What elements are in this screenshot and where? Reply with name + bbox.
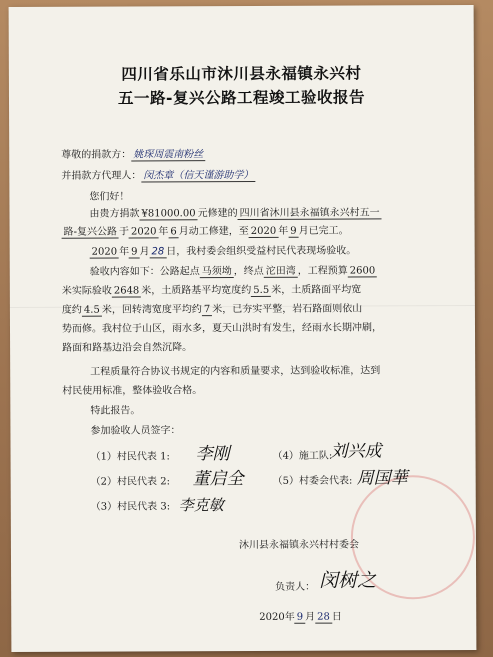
actual-length: 2648 bbox=[112, 285, 142, 297]
text: ，终点 bbox=[233, 265, 264, 278]
donor-name: 姚琛周震南粉丝 bbox=[131, 149, 205, 161]
text: 日 bbox=[331, 611, 342, 623]
donor-label: 尊敬的捐款方： bbox=[61, 149, 132, 161]
para1-line2 bbox=[62, 222, 349, 238]
text: 日，我村委会组织受益村民代表现场验收。 bbox=[166, 245, 357, 258]
date-month: 9 bbox=[295, 612, 305, 624]
text: 2020 bbox=[259, 611, 285, 623]
text: 年 bbox=[278, 225, 289, 237]
signature-1: 李刚 bbox=[195, 444, 230, 465]
doc-title-line1: 四川省乐山市沐川县永福镇永兴村 bbox=[121, 64, 362, 84]
end-month: 9 bbox=[288, 226, 298, 238]
project-name-cont: 路-复兴公路 bbox=[62, 227, 119, 239]
accept-year: 2020 bbox=[90, 247, 120, 259]
para3-line1 bbox=[90, 261, 378, 277]
para6: 参加验收人员签字： bbox=[90, 425, 181, 437]
text: 米，土质路基平均宽度约 bbox=[141, 284, 252, 297]
project-name: 四川省沐川县永福镇永兴村五一 bbox=[238, 207, 382, 220]
budget-length: 2600 bbox=[348, 265, 378, 277]
text: 米，土质路面平均宽 bbox=[271, 284, 362, 296]
greeting: 您们好！ bbox=[89, 191, 130, 203]
para4-line1: 工程质量符合协议书规定的内容和质量要求，达到验收标准，达到 bbox=[90, 365, 381, 378]
signature-2: 董启全 bbox=[192, 468, 244, 490]
text: 度约 bbox=[61, 304, 82, 316]
text: 月 bbox=[139, 246, 150, 258]
text: 验收内容如下：公路起点 bbox=[89, 266, 200, 278]
document-page bbox=[9, 5, 477, 652]
para1-line1 bbox=[89, 203, 381, 219]
road-start: 马须坳 bbox=[200, 266, 234, 278]
text: 月已完工。 bbox=[298, 225, 349, 237]
sign-label-3: （3）村民代表 3: bbox=[90, 501, 171, 513]
doc-title-line2: 五一路-复兴公路工程竣工验收报告 bbox=[117, 88, 366, 108]
text: 米，回转湾宽度平均约 bbox=[101, 304, 202, 316]
text: 年 bbox=[119, 246, 130, 258]
sign-label-2: （2）村民代表 2: bbox=[90, 476, 170, 488]
signature-4: 刘兴成 bbox=[330, 441, 382, 462]
accept-month: 9 bbox=[129, 246, 139, 258]
agent-name: 闵杰章（信天谨游助学） bbox=[141, 170, 255, 182]
text: 年 bbox=[284, 611, 295, 623]
para3-line4: 势而修。我村位于山区，雨水多，夏天山洪时有发生，经雨水长期冲刷， bbox=[61, 322, 383, 335]
road-end: 沱田湾 bbox=[264, 266, 298, 278]
base-width: 5.5 bbox=[251, 285, 271, 297]
end-year: 2020 bbox=[249, 226, 279, 238]
sign-label-4: （4）施工队: bbox=[272, 450, 333, 462]
para4-line2: 村民使用标准，整体验收合格。 bbox=[62, 385, 203, 397]
para5: 特此报告。 bbox=[90, 405, 141, 417]
date-line bbox=[259, 608, 342, 623]
text: 于 bbox=[118, 226, 129, 238]
sign-label-5: （5）村委会代表: bbox=[272, 475, 353, 487]
text: 年 bbox=[158, 226, 169, 238]
start-month: 6 bbox=[168, 226, 178, 238]
start-year: 2020 bbox=[129, 226, 159, 238]
accept-day: 28 bbox=[149, 246, 166, 258]
responsible-label: 负责人： bbox=[275, 581, 316, 593]
signature-3: 李克敏 bbox=[178, 496, 224, 515]
date-day: 28 bbox=[315, 612, 332, 624]
para2 bbox=[90, 242, 357, 258]
para3-line2 bbox=[62, 280, 361, 296]
text: 月动工修建，至 bbox=[178, 225, 249, 238]
agent-line bbox=[61, 166, 255, 182]
responsible-signature: 闵树之 bbox=[319, 569, 377, 592]
donor-line bbox=[61, 145, 205, 161]
para3-line3 bbox=[62, 299, 362, 315]
surface-width: 4.5 bbox=[82, 305, 102, 317]
agent-label: 并捐款方代理人： bbox=[61, 170, 142, 182]
text: 元修建的 bbox=[197, 208, 238, 220]
organization: 沐川县永福镇永兴村村委会 bbox=[238, 539, 359, 552]
signature-5: 周国華 bbox=[356, 468, 408, 489]
text: ，工程预算 bbox=[297, 265, 348, 277]
sign-label-1: （1）村民代表 1: bbox=[90, 451, 170, 463]
turn-width: 7 bbox=[202, 304, 212, 316]
para3-line5: 路面和路基边沿会自然沉降。 bbox=[62, 342, 193, 354]
text: 由贵方捐款 bbox=[89, 208, 140, 220]
text: 米，已夯实平整，岩石路面则依山 bbox=[212, 303, 363, 316]
text: 月 bbox=[305, 611, 316, 623]
amount: ¥81000.00 bbox=[139, 208, 197, 220]
text: 米实际验收 bbox=[61, 285, 112, 297]
